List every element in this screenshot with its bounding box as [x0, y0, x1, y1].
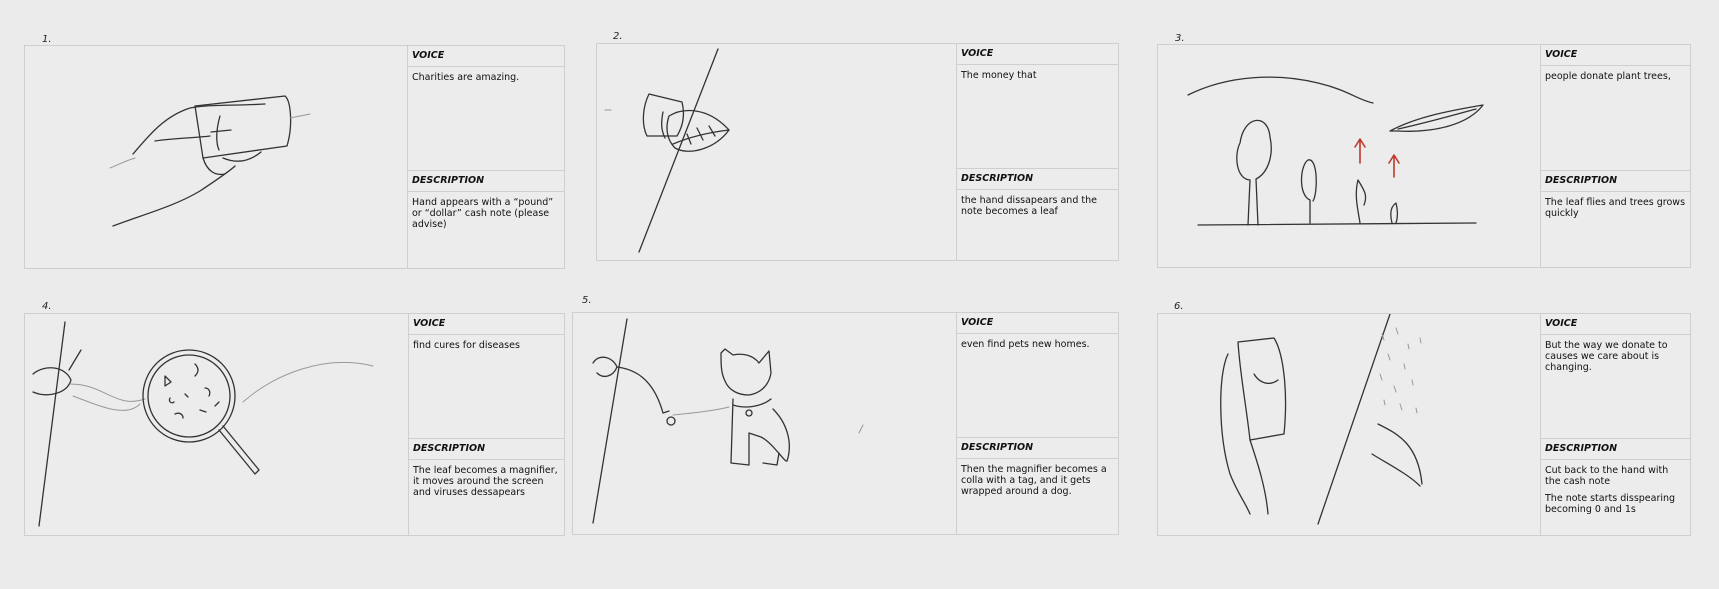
- description-line: The leaf becomes a magnifier, it moves around the screen and viruses dessapears: [413, 465, 558, 498]
- voice-header: VOICE: [957, 313, 1118, 334]
- voice-header: VOICE: [1541, 314, 1690, 335]
- voice-text: But the way we donate to causes we care about is changing.: [1545, 340, 1668, 373]
- description-section: [957, 437, 1118, 534]
- voice-text: even find pets new homes.: [961, 339, 1090, 350]
- description-line: Then the magnifier becomes a colla with a tag, and it gets wrapped around a dog.: [961, 464, 1107, 497]
- voice-section: [957, 44, 1118, 81]
- description-line: the hand dissapears and the note becomes a leaf: [961, 195, 1097, 217]
- voice-text: find cures for diseases: [413, 340, 520, 351]
- voice-header: VOICE: [957, 44, 1118, 65]
- panel-notes: [1541, 45, 1690, 267]
- description-text: [957, 190, 1118, 217]
- voice-section: [408, 46, 564, 83]
- description-header: DESCRIPTION: [957, 168, 1118, 190]
- voice-text: The money that: [961, 70, 1037, 81]
- description-header: DESCRIPTION: [409, 438, 564, 460]
- description-line: The leaf flies and trees grows quickly: [1545, 197, 1686, 219]
- panel-notes: [408, 46, 564, 268]
- panel-number: 1.: [42, 34, 52, 45]
- voice-section: [1541, 314, 1690, 373]
- voice-header: VOICE: [408, 46, 564, 67]
- description-text: [409, 460, 564, 498]
- description-section: [408, 170, 564, 268]
- voice-text: Charities are amazing.: [412, 72, 520, 83]
- voice-header: VOICE: [1541, 45, 1690, 66]
- panel-frame: [1157, 313, 1691, 536]
- description-line: The note starts disspearing becoming 0 and 1s: [1545, 493, 1676, 515]
- description-text: [957, 459, 1118, 497]
- panel-frame: [1157, 44, 1691, 268]
- description-text: [408, 192, 564, 230]
- panel-notes: [957, 313, 1118, 534]
- description-header: DESCRIPTION: [408, 170, 564, 192]
- flying-leaf-trees-sketch: [1158, 45, 1541, 267]
- description-section: [1541, 170, 1690, 267]
- description-header: DESCRIPTION: [957, 437, 1118, 459]
- voice-text: people donate plant trees,: [1545, 71, 1671, 82]
- panel-number: 6.: [1174, 301, 1184, 312]
- note-to-leaf-sketch: [597, 44, 957, 260]
- voice-section: [1541, 45, 1690, 82]
- panel-frame: [572, 312, 1119, 535]
- description-header: DESCRIPTION: [1541, 438, 1690, 460]
- panel-frame: [596, 43, 1119, 261]
- magnifier-virus-sketch: [25, 314, 409, 535]
- description-line: Cut back to the hand with the cash note: [1545, 465, 1669, 487]
- panel-number: 2.: [613, 31, 623, 42]
- description-section: [409, 438, 564, 535]
- panel-frame: [24, 313, 565, 536]
- description-header: DESCRIPTION: [1541, 170, 1690, 192]
- description-text: [1541, 192, 1690, 219]
- voice-section: [409, 314, 564, 351]
- panel-number: 3.: [1175, 33, 1185, 44]
- dog-collar-sketch: [573, 313, 957, 534]
- hand-with-note-sketch: [25, 46, 408, 268]
- panel-frame: [24, 45, 565, 269]
- panel-notes: [957, 44, 1118, 260]
- description-text: [1541, 460, 1690, 515]
- voice-header: VOICE: [409, 314, 564, 335]
- description-line: Hand appears with a “pound” or “dollar” cash note (please advise): [412, 197, 554, 230]
- hand-phone-binary-sketch: [1158, 314, 1541, 535]
- panel-number: 4.: [42, 301, 52, 312]
- description-section: [1541, 438, 1690, 535]
- panel-notes: [409, 314, 564, 535]
- panel-notes: [1541, 314, 1690, 535]
- description-section: [957, 168, 1118, 260]
- panel-number: 5.: [582, 295, 592, 306]
- voice-section: [957, 313, 1118, 350]
